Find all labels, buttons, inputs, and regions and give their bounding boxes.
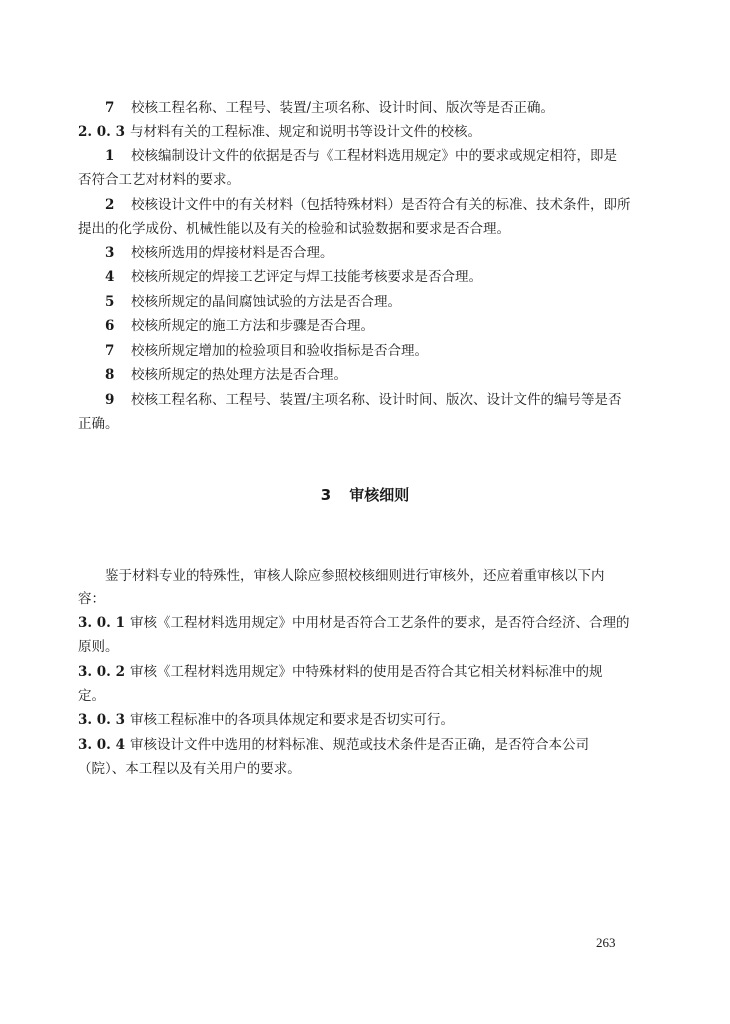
list-item-continuation: 否符合工艺对材料的要求。: [78, 172, 240, 188]
list-item: [105, 316, 650, 336]
clause-number: 3. 0. 1: [78, 615, 125, 631]
item-text: 校核编制设计文件的依据是否与《工程材料选用规定》中的要求或规定相符，即是: [131, 148, 617, 164]
list-item: [105, 195, 650, 215]
clause-3-0-2: [78, 662, 650, 682]
clause-2-0-3: [78, 122, 650, 142]
intro-paragraph: 鉴于材料专业的特殊性，审核人除应参照校核细则进行审核外，还应着重审核以下内: [105, 568, 605, 584]
item-number: 8: [105, 367, 115, 383]
item-text: 校核工程名称、工程号、装置/主项名称、设计时间、版次、设计文件的编号等是否: [131, 392, 622, 408]
item-text: 校核工程名称、工程号、装置/主项名称、设计时间、版次等是否正确。: [131, 100, 555, 116]
item-number: 3: [105, 245, 115, 261]
clause-text: 审核工程标准中的各项具体规定和要求是否切实可行。: [130, 712, 454, 728]
item-number: 7: [105, 343, 115, 359]
item-text: 校核所规定的施工方法和步骤是否合理。: [131, 318, 374, 334]
list-item-continuation: 正确。: [78, 416, 119, 432]
list-item: [105, 267, 650, 287]
clause-number: 3. 0. 4: [78, 737, 125, 753]
list-item: [105, 390, 650, 410]
page-number: 263: [596, 935, 616, 950]
clause-text: 审核《工程材料选用规定》中用材是否符合工艺条件的要求，是否符合经济、合理的: [130, 615, 630, 631]
clause-number: 3. 0. 2: [78, 664, 125, 680]
list-item-continuation: 提出的化学成份、机械性能以及有关的检验和试验数据和要求是否合理。: [78, 221, 510, 237]
clause-3-0-4: [78, 735, 650, 755]
list-item: [105, 98, 650, 118]
item-number: 4: [105, 269, 115, 285]
list-item: [105, 243, 650, 263]
item-number: 5: [105, 294, 115, 310]
item-text: 校核所选用的焊接材料是否合理。: [131, 245, 334, 261]
clause-number: 2. 0. 3: [78, 124, 125, 140]
clause-continuation: 定。: [78, 688, 105, 704]
item-number: 7: [105, 100, 115, 116]
item-number: 1: [105, 148, 115, 164]
item-number: 2: [105, 197, 115, 213]
clause-number: 3. 0. 3: [78, 712, 125, 728]
item-text: 校核所规定的晶间腐蚀试验的方法是否合理。: [131, 294, 401, 310]
clause-text: 与材料有关的工程标准、规定和说明书等设计文件的校核。: [130, 124, 481, 140]
item-text: 校核所规定的热处理方法是否合理。: [131, 367, 347, 383]
item-number: 6: [105, 318, 115, 334]
item-number: 9: [105, 392, 115, 408]
item-text: 校核设计文件中的有关材料（包括特殊材料）是否符合有关的标准、技术条件，即所: [131, 197, 631, 213]
clause-continuation: （院）、本工程以及有关用户的要求。: [78, 761, 301, 777]
clause-3-0-1: [78, 613, 650, 633]
intro-paragraph-continuation: 容：: [78, 591, 105, 607]
clause-3-0-3: [78, 710, 650, 730]
list-item: [105, 146, 650, 166]
list-item: [105, 292, 650, 312]
list-item: [105, 365, 650, 385]
list-item: [105, 341, 650, 361]
clause-text: 审核设计文件中选用的材料标准、规范或技术条件是否正确，是否符合本公司: [130, 737, 589, 753]
section-number: 3: [320, 486, 332, 504]
clause-text: 审核《工程材料选用规定》中特殊材料的使用是否符合其它相关材料标准中的规: [130, 664, 603, 680]
item-text: 校核所规定的焊接工艺评定与焊工技能考核要求是否合理。: [131, 269, 482, 285]
section-heading: [0, 484, 730, 505]
clause-continuation: 原则。: [78, 639, 119, 655]
section-title: 审核细则: [349, 486, 410, 504]
item-text: 校核所规定增加的检验项目和验收指标是否合理。: [131, 343, 428, 359]
